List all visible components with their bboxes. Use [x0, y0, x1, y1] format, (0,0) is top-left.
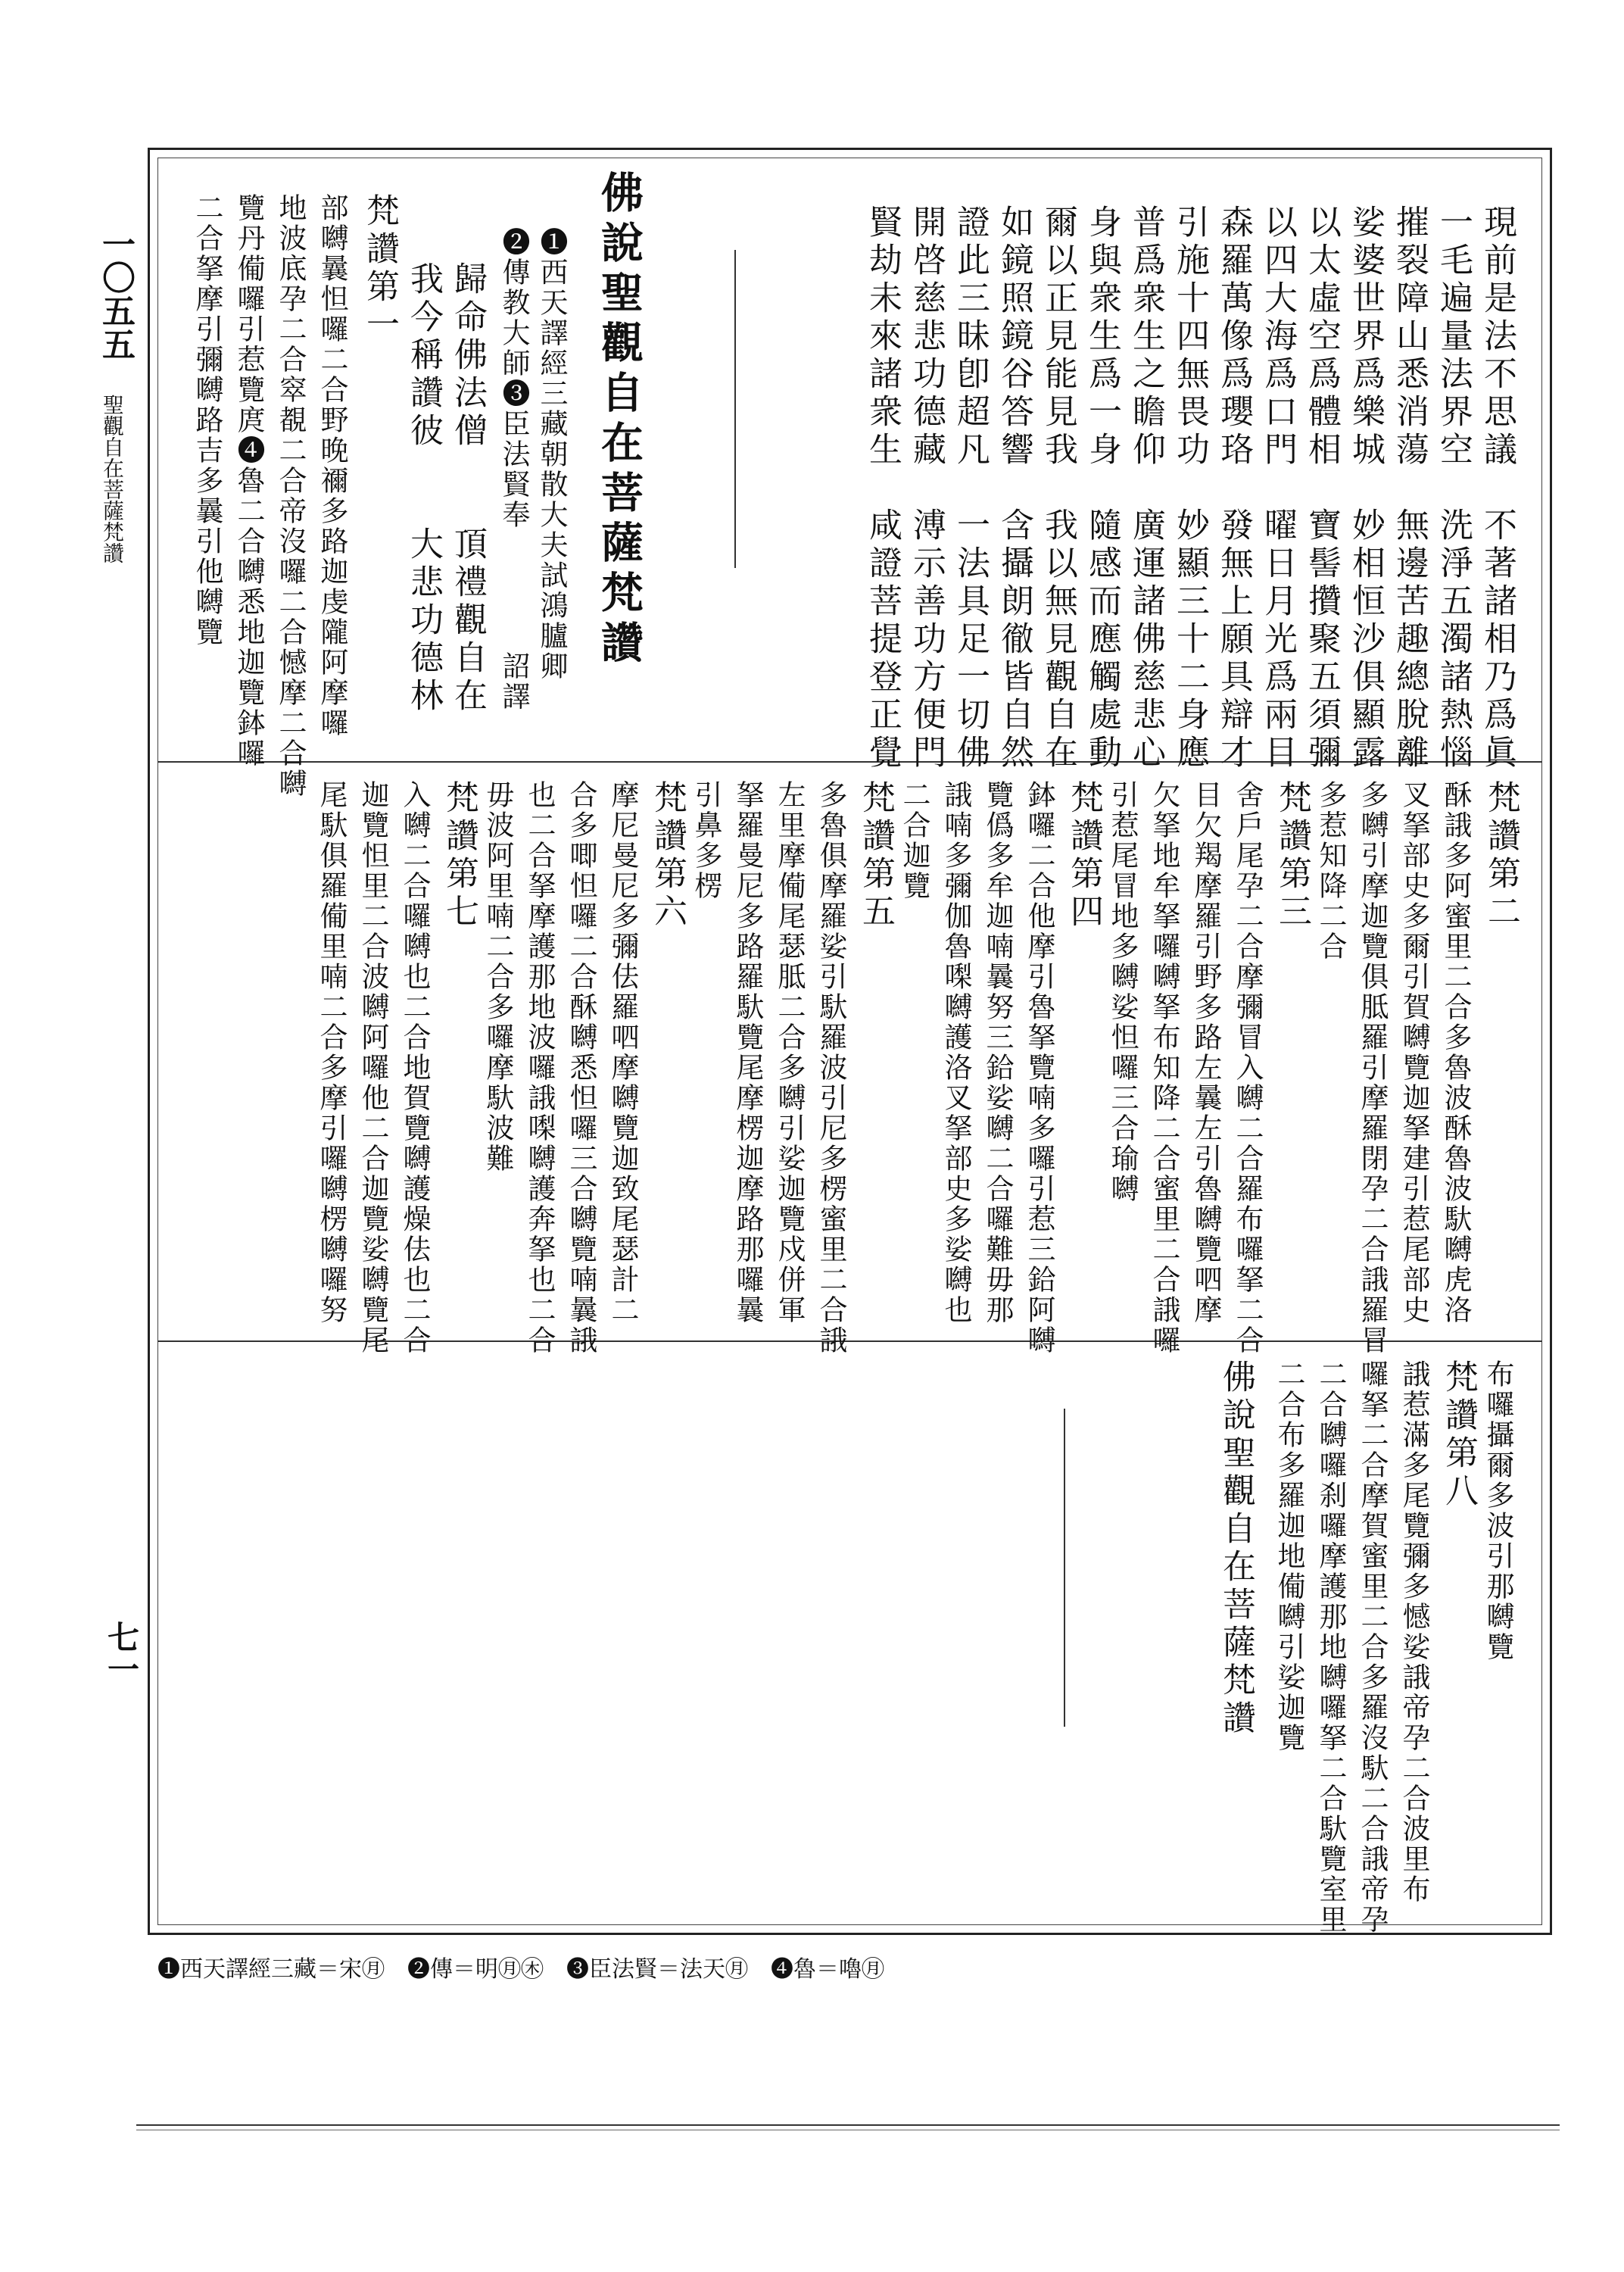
verse-column: 現前是法不思議 不著諸相乃爲眞	[1478, 204, 1516, 772]
verse-column: 賢劫未來諸衆生 咸證菩提登正覺	[863, 204, 902, 772]
verse-column: 摧裂障山悉消蕩 無邊苦趣總脫離	[1390, 204, 1429, 772]
section-heading: 梵讚第六	[648, 780, 687, 932]
verse-column: 娑婆世界爲樂城 妙相恒沙俱顯露	[1346, 204, 1385, 772]
dharani-line: 引鼻多楞	[690, 780, 722, 901]
running-title: 聖觀自在菩薩梵讚	[100, 394, 125, 563]
dharani-line: 也二合拏摩護那地波囉誐𠼝嚩護奔拏也二合	[523, 780, 556, 1356]
dharani-line: 迦覽怛里二合波嚩阿囉他二合迦覽娑嚩覽尾	[357, 780, 389, 1356]
dharani-line: 誐喃多彌伽魯𠼝嚩護洛叉拏部史多娑嚩也	[940, 780, 972, 1325]
section-heading: 梵讚第八	[1439, 1359, 1478, 1511]
translator-line: ❶西天譯經三藏朝散大夫試鴻臚卿	[535, 227, 568, 682]
dharani-line: 多惹知降二合	[1314, 780, 1347, 962]
verse-column: 引施十四無畏功 妙顯三十二身應	[1170, 204, 1209, 772]
closing-title: 佛說聖觀自在菩薩梵讚	[1217, 1359, 1255, 1738]
section-heading: 梵讚第七	[440, 780, 478, 932]
verse-column: 以太虛空爲體相 寶髻攢聚五須彌	[1302, 204, 1341, 772]
verse-column: 以四大海爲口門 曜日月光爲兩目	[1258, 204, 1297, 772]
dharani-line: 地波底孕二合窣覩二合帝沒囉二合憾摩二合嚩	[274, 193, 307, 799]
translator-line: ❷傳教大師❸臣法賢奉 詔譯	[497, 227, 530, 712]
verse-column: 證此三昧卽超凡 一法具足一切佛	[951, 204, 990, 772]
dharani-line: 摩尼曼尼多彌佉羅呬摩嚩覽迦致尾瑟計二	[606, 780, 639, 1325]
section-heading: 梵讚第二	[1482, 780, 1520, 932]
dharani-line: 左里摩僃尾瑟胝二合多嚩引娑迦覽戍併軍	[773, 780, 806, 1325]
dharani-line: 酥誐多阿蜜里二合多魯波酥魯波馱嚩虎洛	[1439, 780, 1472, 1325]
dharani-line: 覽僞多牟迦喃曩努三鉿娑嚩二合囉難毋那	[981, 780, 1014, 1325]
dharani-line: 欠拏地牟拏囉嚩拏布知降二合蜜里二合誐囉	[1148, 780, 1180, 1356]
bottom-rule	[136, 2124, 1560, 2126]
dharani-line: 入嚩二合囉嚩也二合地賀覽嚩護燥佉也二合	[398, 780, 431, 1356]
volume-number: 一〇五五	[96, 227, 135, 360]
section-heading: 梵讚第一	[360, 193, 399, 345]
dharani-line: 二合拏摩引彌嚩路吉多曩引他嚩覽	[191, 193, 223, 648]
verse-column: 身與衆生爲一身 隨感而應觸處動	[1083, 204, 1121, 772]
section-heading: 梵讚第三	[1273, 780, 1311, 932]
dharani-line: 覽丹僃囉引惹覽庹❹魯二合嚩悉地迦覽鉢囉	[232, 193, 265, 769]
dharani-line: 目欠羯摩羅引野多路左曩左引魯嚩覽呬摩	[1189, 780, 1222, 1325]
dharani-line: 舍戶尾孕二合摩彌冒入嚩二合羅布囉拏二合	[1231, 780, 1264, 1356]
dharani-line: 引惹尾冒地多嚩娑怛囉三合瑜嚩	[1106, 780, 1139, 1204]
verse-column: 普爲衆生之瞻仰 廣運諸佛慈悲心	[1127, 204, 1165, 772]
dharani-line: 二合迦覽	[898, 780, 930, 901]
sutra-title: 佛說聖觀自在菩薩梵讚	[594, 170, 644, 670]
verse-column: 爾以正見能見我 我以無見觀自在	[1039, 204, 1077, 772]
verse-column: 一毛遍量法界空 洗淨五濁諸熱惱	[1434, 204, 1473, 772]
dharani-line: 布囉攝爾多波引那嚩覽	[1482, 1359, 1514, 1662]
dharani-line: 多魯俱摩羅娑引馱羅波引尼多楞蜜里二合誐	[815, 780, 847, 1356]
invocation-verse: 我今稱讚彼 大悲功德林	[404, 261, 443, 716]
dharani-line: 囉拏二合摩賀蜜里二合多羅沒馱二合誐帝孕	[1356, 1359, 1389, 1935]
page-number: 七一	[103, 1621, 140, 1684]
dharani-line: 二合布多羅迦地僃嚩引娑迦覽	[1273, 1359, 1305, 1753]
dharani-line: 合多唧怛囉二合酥嚩悉怛囉三合嚩覽喃曩誐	[565, 780, 597, 1356]
verse-column: 森羅萬像爲瓔珞 發無上願具辯才	[1214, 204, 1253, 772]
footnotes: ❶西天譯經三藏＝宋㊊ ❷傳＝明㊊㊍ ❸臣法賢＝法天㊊ ❹魯＝嚕㊊	[157, 1956, 884, 1983]
invocation-verse: 歸命佛法僧 頂禮觀自在	[448, 261, 487, 716]
dharani-line: 二合嚩囉刹囉摩護那地嚩囉拏二合馱覽室里	[1314, 1359, 1347, 1935]
dharani-line: 尾馱俱羅僃里喃二合多摩引囉嚩楞嚩囉努	[315, 780, 348, 1325]
dharani-line: 毋波阿里喃二合多囉摩馱波難	[482, 780, 514, 1174]
dharani-line: 誐惹滿多尾覽彌多憾娑誐帝孕二合波里布	[1398, 1359, 1430, 1905]
dharani-line: 部嚩曩怛囉二合野晚禰多路迦虔隴阿摩囉	[316, 193, 348, 738]
verse-column: 如鏡照鏡谷答響 含攝朗徹皆自然	[995, 204, 1033, 772]
verse-column: 開啓慈悲功德藏 溥示善功方便門	[907, 204, 946, 772]
dharani-line: 拏羅曼尼多路羅馱覽尾摩楞迦摩路那囉曩	[731, 780, 764, 1325]
dharani-line: 叉拏部史多爾引賀嚩覽迦拏建引惹尾部史	[1398, 780, 1430, 1325]
title-rule	[734, 250, 736, 568]
section-heading: 梵讚第五	[856, 780, 895, 932]
closing-rule	[1064, 1409, 1065, 1727]
dharani-line: 鉢囉二合他摩引魯拏覽喃多囉引惹三鉿阿嚩	[1023, 780, 1055, 1356]
dharani-line: 多嚩引摩迦覽俱胝羅引摩羅閉孕二合誐羅冒	[1356, 780, 1389, 1356]
section-heading: 梵讚第四	[1064, 780, 1103, 932]
